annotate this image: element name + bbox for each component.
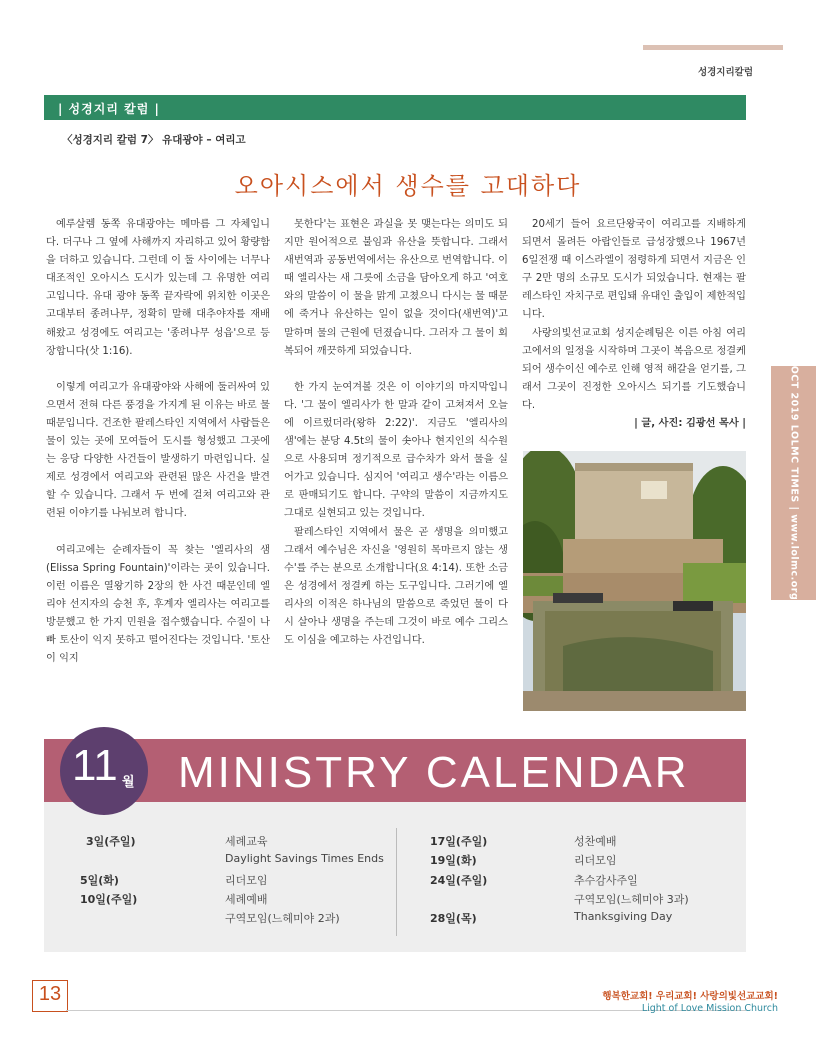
article-headline: 오아시스에서 생수를 고대하다 [234, 172, 582, 200]
calendar-date: 10일(주일) [80, 893, 138, 906]
calendar-divider [396, 828, 397, 936]
calendar-title: MINISTRY CALENDAR [178, 748, 690, 797]
calendar-event: 성찬예배 [574, 835, 617, 848]
calendar-date: 5일(화) [80, 874, 119, 887]
calendar-event: 추수감사주일 [574, 874, 638, 887]
calendar-date: 24일(주일) [430, 874, 488, 887]
paragraph: 예루살렘 동쪽 유대광야는 메마름 그 자체입니다. 더구나 그 옆에 사해까지 자리하고 있어 황량함을 더하고 있습니다. 그런데 이 둘 사이에는 너무나 대조적인 오아시스 도시가 있는데 그 유명한 여리고입니다. 유대 광야 동쪽 끝자락에 위치한 이곳은 고대부터 종려나무, 정확히 말해 대추야자를 재배해왔고 성경에도 여리고는 '종려나무 성읍'으로 등장합니다(삿 1:16). [46, 219, 270, 357]
footer-slogan: 행복한교회! 우리교회! 사랑의빛선교교회! [602, 991, 778, 1002]
calendar-event: 리더모임 [225, 874, 268, 887]
article-column-1 [46, 216, 270, 668]
paragraph: 여리고에는 순례자들이 꼭 찾는 '엘리사의 샘 (Elissa Spring Fountain)'이라는 곳이 있습니다. 이런 이름은 열왕기하 2장의 한 사건 때문인데 엘리야 선지자의 승천 후, 후계자 엘리사는 여리고를 방문했고 한 가지 민원을 접수했습니다. 수질이 나빠 토산이 익지 못하고 떨어진다는 것입니다. '토산이 익지 [46, 544, 270, 665]
month-suffix: 월 [122, 775, 135, 790]
page-number-box [32, 980, 68, 1012]
paragraph: 20세기 들어 요르단왕국이 여리고를 지배하게 되면서 몰려든 아랍인들로 급성장했으나 1967년 6일전쟁 때 이스라엘이 점령하게 되면서 지금은 인구 2만 명의 소규모 도시가 되었습니다. 현재는 팔레스타인 자치구로 편입돼 유대인 출입이 제한적입니다. [522, 219, 746, 321]
side-issue-text: OCT 2019 LOLMC TIMES | www.lolmc.org [788, 365, 799, 601]
paragraph: 못한다'는 표현은 과실을 못 맺는다는 의미도 되지만 원어적으로 불임과 유산을 뜻합니다. 그래서 새번역과 공동번역에서는 유산으로 번역합니다. 이때 엘리사는 새 그릇에 소금을 담아오게 하고 '여호와의 말씀이 이 물을 맑게 고쳤으니 다시는 물 때문에 죽거나 유산하는 일이 없을 것이다(새번역)'고 말하며 물의 근원에 던졌습니다. 그러자 그 물이 회복되어 깨끗하게 되었습니다. [284, 219, 508, 357]
paragraph: 팔레스타인 지역에서 물은 곧 생명을 의미했고 그래서 예수님은 자신을 '영원히 목마르지 않는 생수'를 주는 분으로 소개합니다(요 4:14). 또한 소금은 성경에서 정결케 하는 도구입니다. 그러기에 엘리사의 이적은 하나님의 말씀으로 죽었던 물이 다시 살아나 생명을 주는데 그것이 바로 예수 그리스도 이심을 예고하는 사건입니다. [284, 526, 508, 647]
top-accent-rule [643, 45, 783, 50]
calendar-event: 세례예배 [225, 893, 268, 906]
photo-illustration [523, 451, 746, 711]
calendar-event: 리더모임 [574, 854, 617, 867]
calendar-event: 구역모임(느헤미야 2과) [225, 912, 340, 925]
month-badge [60, 727, 148, 815]
calendar-date: 28일(목) [430, 912, 477, 925]
calendar-event: Daylight Savings Times Ends [225, 852, 384, 865]
calendar-event: 구역모임(느헤미야 3과) [574, 893, 689, 906]
calendar-date: 17일(주일) [430, 835, 488, 848]
calendar-date: 19일(화) [430, 854, 477, 867]
section-bar [44, 95, 746, 120]
calendar-event: Thanksgiving Day [574, 910, 673, 923]
article-column-2 [284, 216, 508, 650]
footer-church-name: Light of Love Mission Church [641, 1003, 778, 1014]
article-subtitle: 〈성경지리 칼럼 7〉 유대광야 – 여리고 [62, 134, 246, 146]
page-number: 13 [38, 983, 62, 1005]
calendar-date: 3일(주일) [86, 835, 136, 848]
paragraph: 이렇게 여리고가 유대광야와 사해에 둘러싸여 있으면서 전혀 다른 풍경을 가지게 된 이유는 바로 물 때문입니다. 건조한 팔레스타인 지역에서 사람들은 물이 있는 곳에 모여들어 도시를 형성했고 그곳에는 응당 다양한 사건들이 발생하기 마련입니다. 실제로 성경에서 여리고와 관련된 많은 사건을 발견할 수 있습니다. 그래서 두 번에 걸쳐 여리고와 관련된 이야기를 나눠보려 합니다. [46, 381, 270, 520]
side-issue-tab [771, 366, 816, 600]
section-bar-label: | 성경지리 칼럼 | [58, 102, 160, 116]
header-section-label: 성경지리칼럼 [697, 67, 753, 78]
paragraph: 한 가지 눈여겨볼 것은 이 이야기의 마지막입니다. '그 물이 엘리사가 한 말과 같이 고쳐져서 오늘에 이르렀더라(왕하 2:22)'. 지금도 '엘리사의 샘'에는 분당 4.5t의 물이 솟아나 현지인의 식수원으로 사용되며 정기적으로 급수차가 와서 물을 실어가고 있습니다. 심지어 '여리고 생수'라는 이름으로 판매되기도 합니다. 구약의 말씀이 지금까지도 그대로 실현되고 있는 것입니다. [284, 381, 508, 520]
month-number: 11 [72, 741, 118, 790]
elisha-spring-photo [523, 451, 746, 711]
calendar-body [44, 802, 746, 952]
calendar-event: 세례교육 [225, 835, 268, 848]
article-column-3 [522, 216, 746, 433]
author-credit: | 글, 사진: 김광선 목사 | [634, 418, 746, 430]
paragraph: 사랑의빛선교교회 성지순례팀은 이른 아침 여리고에서의 일정을 시작하며 그곳이 복음으로 정결케 되어 생수이신 예수로 인해 영적 해갈을 얻기를, 그래서 그곳이 진정한 오아시스 되기를 기도했습니다. [522, 327, 746, 411]
